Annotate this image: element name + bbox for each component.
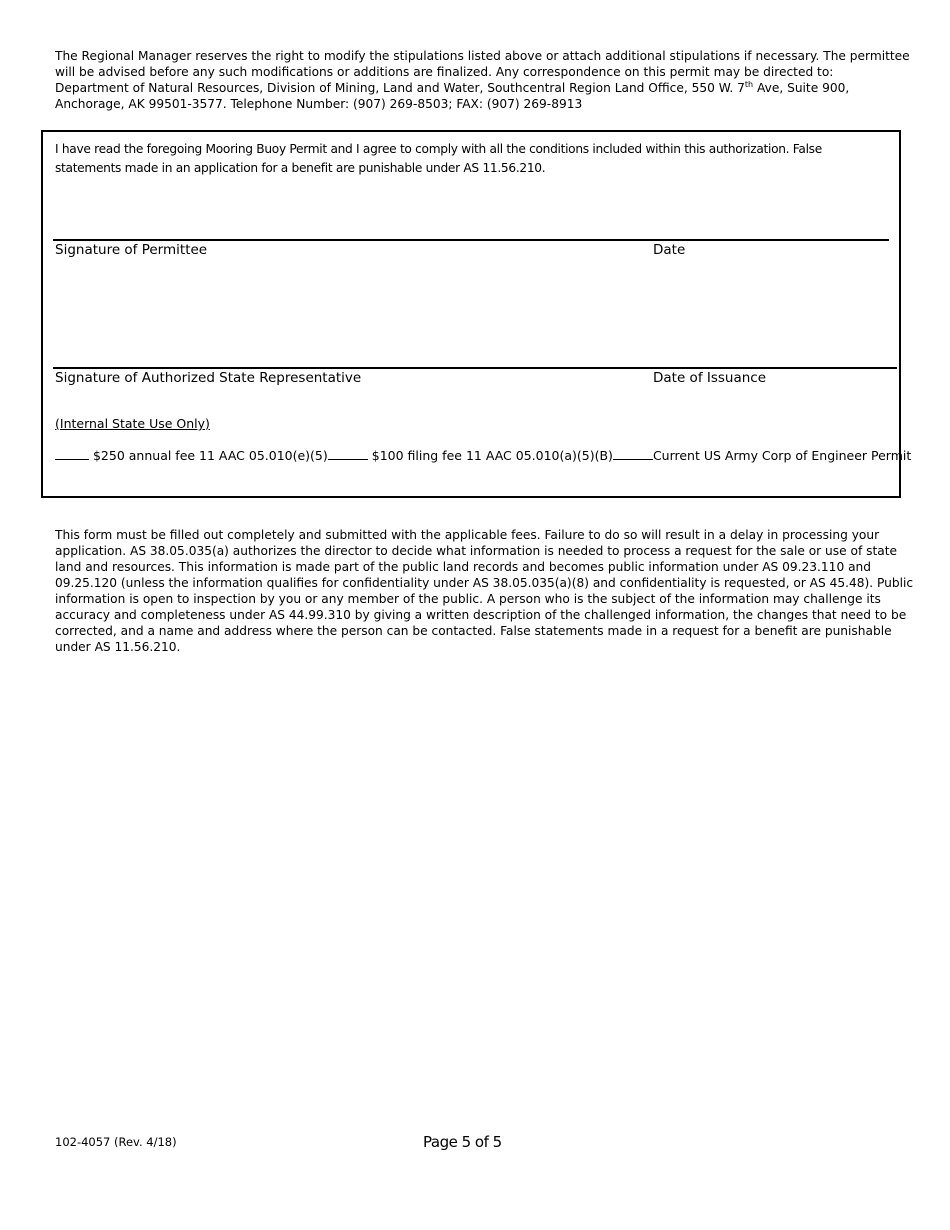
- form-number: 102-4057 (Rev. 4/18): [55, 1135, 177, 1149]
- privacy-notice: This form must be filled out completely and submitted with the applicable fees. Failure to do so will result in a delay in processing your application. AS 38.05.035(a) authorizes the director to decide what information is needed to process a request for the sale or use of state land and resources. This information is made part of the public land records and becomes public information under AS 09.23.110 and 09.25.120 (unless the information qualifies for confidentiality under AS 38.05.035(a)(8) and confidentiality is requested, or AS 45.48). Public information is open to inspection by you or any member of the public. A person who is the subject of the information may challenge its accuracy and completeness under AS 44.99.310 by giving a written description of the challenged information, the changes that need to be corrected, and a name and address where the person can be contacted. False statements made in a request for a benefit are punishable under AS 11.56.210.: [55, 528, 914, 654]
- stipulations-text-end: Ave, Suite 900, Anchorage, AK 99501-3577. Telephone Number: (907) 269-8503; FAX: (907) 269-8913: [55, 81, 850, 111]
- stipulations-paragraph: [55, 48, 910, 112]
- fee-filing-blank[interactable]: [328, 448, 368, 460]
- army-corp-permit-label: Current US Army Corp of Engineer Permit: [652, 448, 912, 463]
- fee-annual-label: $250 annual fee 11 AAC 05.010(e)(5): [92, 448, 328, 463]
- permittee-signature-label: Signature of Permittee: [55, 242, 208, 258]
- representative-signature-label: Signature of Authorized State Representative: [55, 370, 362, 386]
- issuance-date-label: Date of Issuance: [653, 370, 767, 386]
- agreement-statement: I have read the foregoing Mooring Buoy Permit and I agree to comply with all the conditions included within this authorization. False statements made in an application for a benefit are punishable under AS 11.56.210.: [55, 142, 822, 175]
- page-number: Page 5 of 5: [423, 1133, 502, 1151]
- fee-annual-blank[interactable]: [55, 448, 89, 460]
- army-corp-permit-blank[interactable]: [613, 448, 653, 460]
- internal-use-heading: (Internal State Use Only): [55, 416, 210, 431]
- permittee-date-label: Date: [653, 242, 686, 258]
- fee-filing-label: $100 filing fee 11 AAC 05.010(a)(5)(B): [371, 448, 613, 463]
- signature-box: [41, 130, 912, 498]
- superscript-th: th: [744, 79, 754, 89]
- fee-checklist: [55, 448, 911, 464]
- stipulations-text: The Regional Manager reserves the right to modify the stipulations listed above or attach additional stipulations if necessary. The permittee will be advised before any such modifications or additions are finalized. Any correspondence on this permit may be directed to: Department of Natural Resources, Division of Mining, Land and Water, Southcentral Region Land Office, 550 W. 7: [55, 49, 910, 95]
